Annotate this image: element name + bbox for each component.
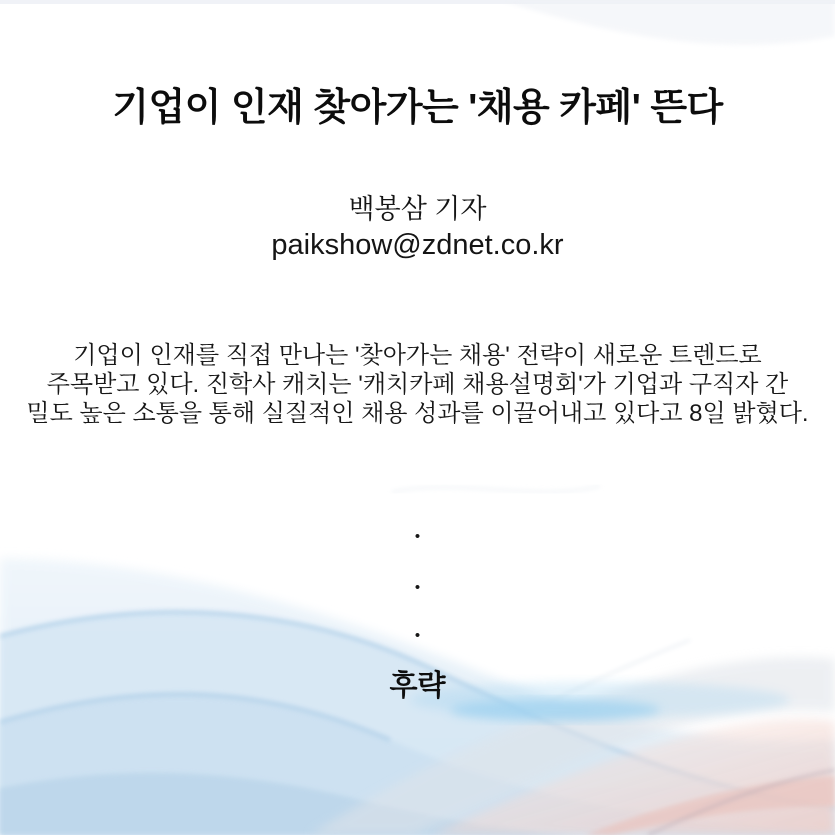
omitted-label: 후략: [389, 670, 446, 702]
body-line: 주목받고 있다. 진학사 캐치는 '캐치카페 채용설명회'가 기업과 구직자 간: [46, 371, 789, 398]
top-right-swoosh: [500, 0, 835, 45]
body-line: 밀도 높은 소통을 통해 실질적인 채용 성과를 이끌어내고 있다고 8일 밝혔다.: [26, 400, 809, 427]
article-body: [0, 341, 835, 428]
article-title: 기업이 인재 찾아가는 '채용 카페' 뜬다: [112, 87, 723, 129]
ellipsis-dot: •: [414, 579, 421, 596]
ellipsis-dot: •: [414, 528, 421, 545]
byline-email: paikshow@zdnet.co.kr: [271, 229, 564, 261]
body-line: 기업이 인재를 직접 만나는 '찾아가는 채용' 전략이 새로운 트렌드로: [73, 342, 762, 369]
ellipsis-dot: •: [414, 627, 421, 644]
byline-author: 백봉삼 기자: [348, 194, 487, 224]
faint-ghost-smudge: [392, 486, 600, 492]
